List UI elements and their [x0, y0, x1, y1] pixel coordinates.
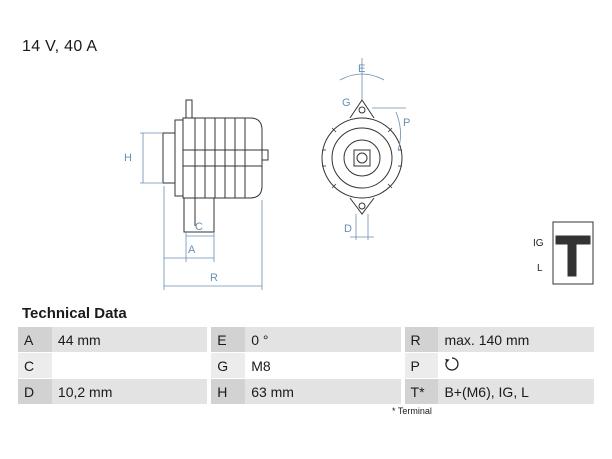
value-c — [52, 353, 207, 378]
value-a: 44 mm — [52, 327, 207, 352]
value-r: max. 140 mm — [438, 327, 594, 352]
label-c: C — [195, 221, 203, 233]
key-r: R — [405, 327, 439, 352]
key-e: E — [211, 327, 245, 352]
key-t: T* — [405, 379, 439, 404]
label-a: A — [188, 244, 196, 256]
label-p: P — [403, 117, 411, 129]
key-g: G — [211, 353, 245, 378]
alternator-side-view — [163, 100, 268, 232]
label-ig: IG — [533, 238, 544, 249]
value-t: B+(M6), IG, L — [438, 379, 594, 404]
key-d: D — [18, 379, 52, 404]
alternator-front-view — [322, 100, 402, 214]
label-r: R — [210, 272, 218, 284]
value-p — [438, 353, 594, 378]
table-row — [18, 379, 594, 404]
label-l: L — [537, 263, 543, 274]
table-row — [18, 327, 594, 352]
technical-data-table — [18, 327, 594, 404]
key-c: C — [18, 353, 52, 378]
value-h: 63 mm — [245, 379, 400, 404]
rotation-icon — [444, 356, 460, 372]
key-a: A — [18, 327, 52, 352]
key-p: P — [405, 353, 439, 378]
label-h: H — [124, 152, 132, 164]
footnote: * Terminal — [392, 406, 432, 416]
table-row — [18, 353, 594, 378]
terminal-connector — [553, 222, 593, 284]
section-title: Technical Data — [22, 305, 127, 322]
label-d: D — [344, 223, 352, 235]
label-g: G — [342, 97, 351, 109]
product-title: 14 V, 40 A — [22, 38, 98, 55]
value-g: M8 — [251, 357, 271, 374]
label-e: E — [358, 63, 366, 75]
key-h: H — [211, 379, 245, 404]
value-e: 0 ° — [245, 327, 400, 352]
value-d: 10,2 mm — [52, 379, 207, 404]
